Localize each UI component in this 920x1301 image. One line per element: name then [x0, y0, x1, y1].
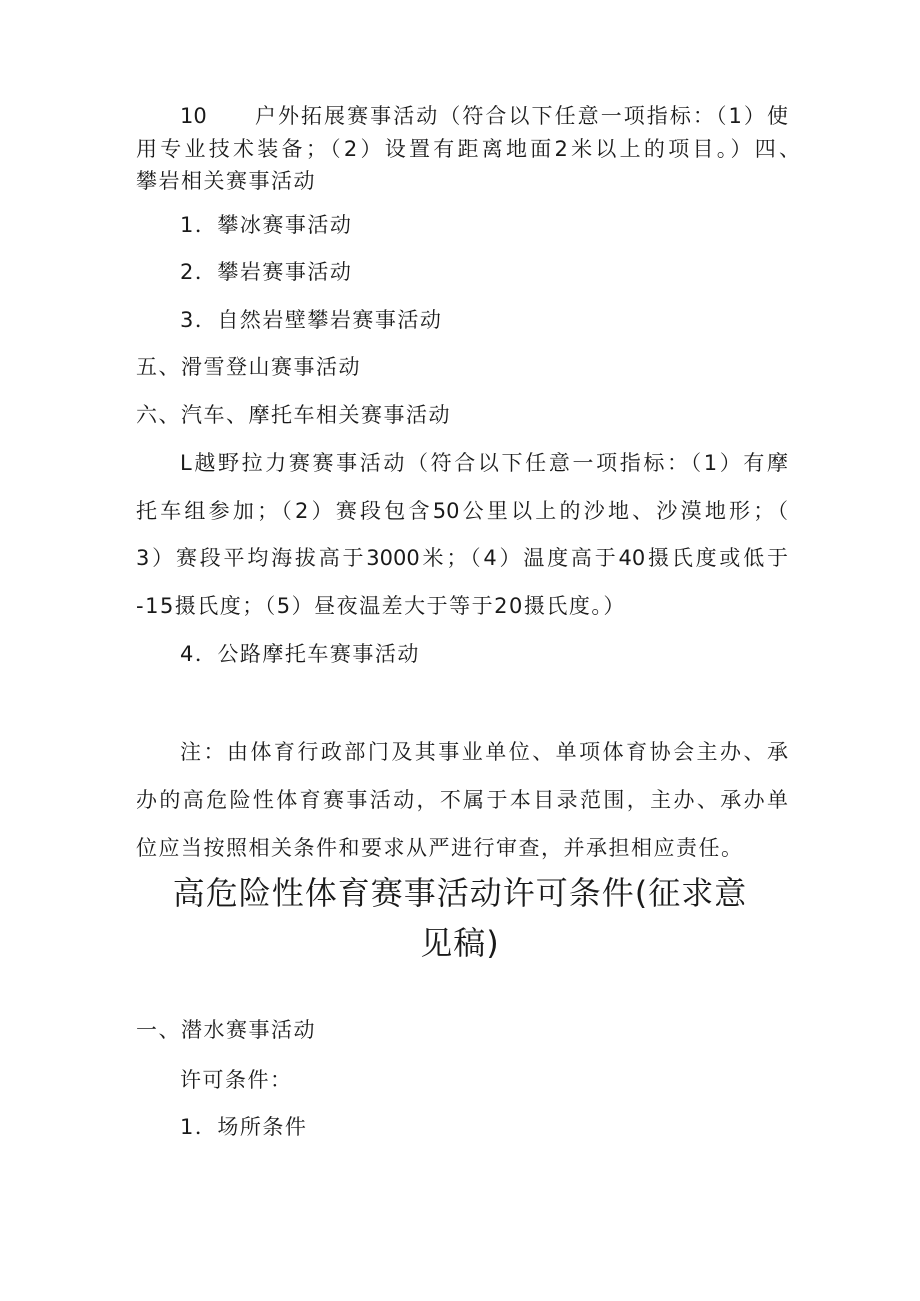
note-line: 位应当按照相关条件和要求从严进行审查，并承担相应责任。 [136, 836, 744, 860]
list-item: 2．攀岩赛事活动 [180, 260, 353, 284]
section-heading: 六、汽车、摩托车相关赛事活动 [136, 403, 451, 427]
paragraph-line: L越野拉力赛赛事活动（符合以下任意一项指标：（1）有摩 [180, 451, 788, 475]
note-line: 注：由体育行政部门及其事业单位、单项体育协会主办、承 [180, 740, 788, 764]
document-title: 高危险性体育赛事活动许可条件(征求意 [172, 874, 748, 912]
section-heading: 一、潜水赛事活动 [136, 1018, 316, 1042]
section-heading: 五、滑雪登山赛事活动 [136, 355, 361, 379]
list-item: 3．自然岩壁攀岩赛事活动 [180, 308, 443, 332]
list-item: 1．攀冰赛事活动 [180, 213, 353, 237]
subheading: 许可条件： [180, 1068, 293, 1092]
paragraph-line: -15摄氏度；（5）昼夜温差大于等于20摄氏度。） [136, 594, 626, 618]
paragraph-line: 托车组参加；（2）赛段包含50公里以上的沙地、沙漠地形；（ [136, 499, 788, 523]
paragraph-line: 10 户外拓展赛事活动（符合以下任意一项指标：（1）使 [180, 104, 788, 128]
paragraph-line: 用专业技术装备；（2）设置有距离地面2米以上的项目。）四、 [136, 137, 800, 161]
list-item: 4．公路摩托车赛事活动 [180, 642, 420, 666]
paragraph-line: 3）赛段平均海拔高于3000米；（4）温度高于40摄氏度或低于 [136, 546, 788, 570]
note-line: 办的高危险性体育赛事活动，不属于本目录范围，主办、承办单 [136, 788, 788, 812]
paragraph-line: 攀岩相关赛事活动 [136, 169, 316, 193]
document-title-continued: 见稿) [420, 924, 500, 962]
list-item: 1．场所条件 [180, 1115, 308, 1139]
